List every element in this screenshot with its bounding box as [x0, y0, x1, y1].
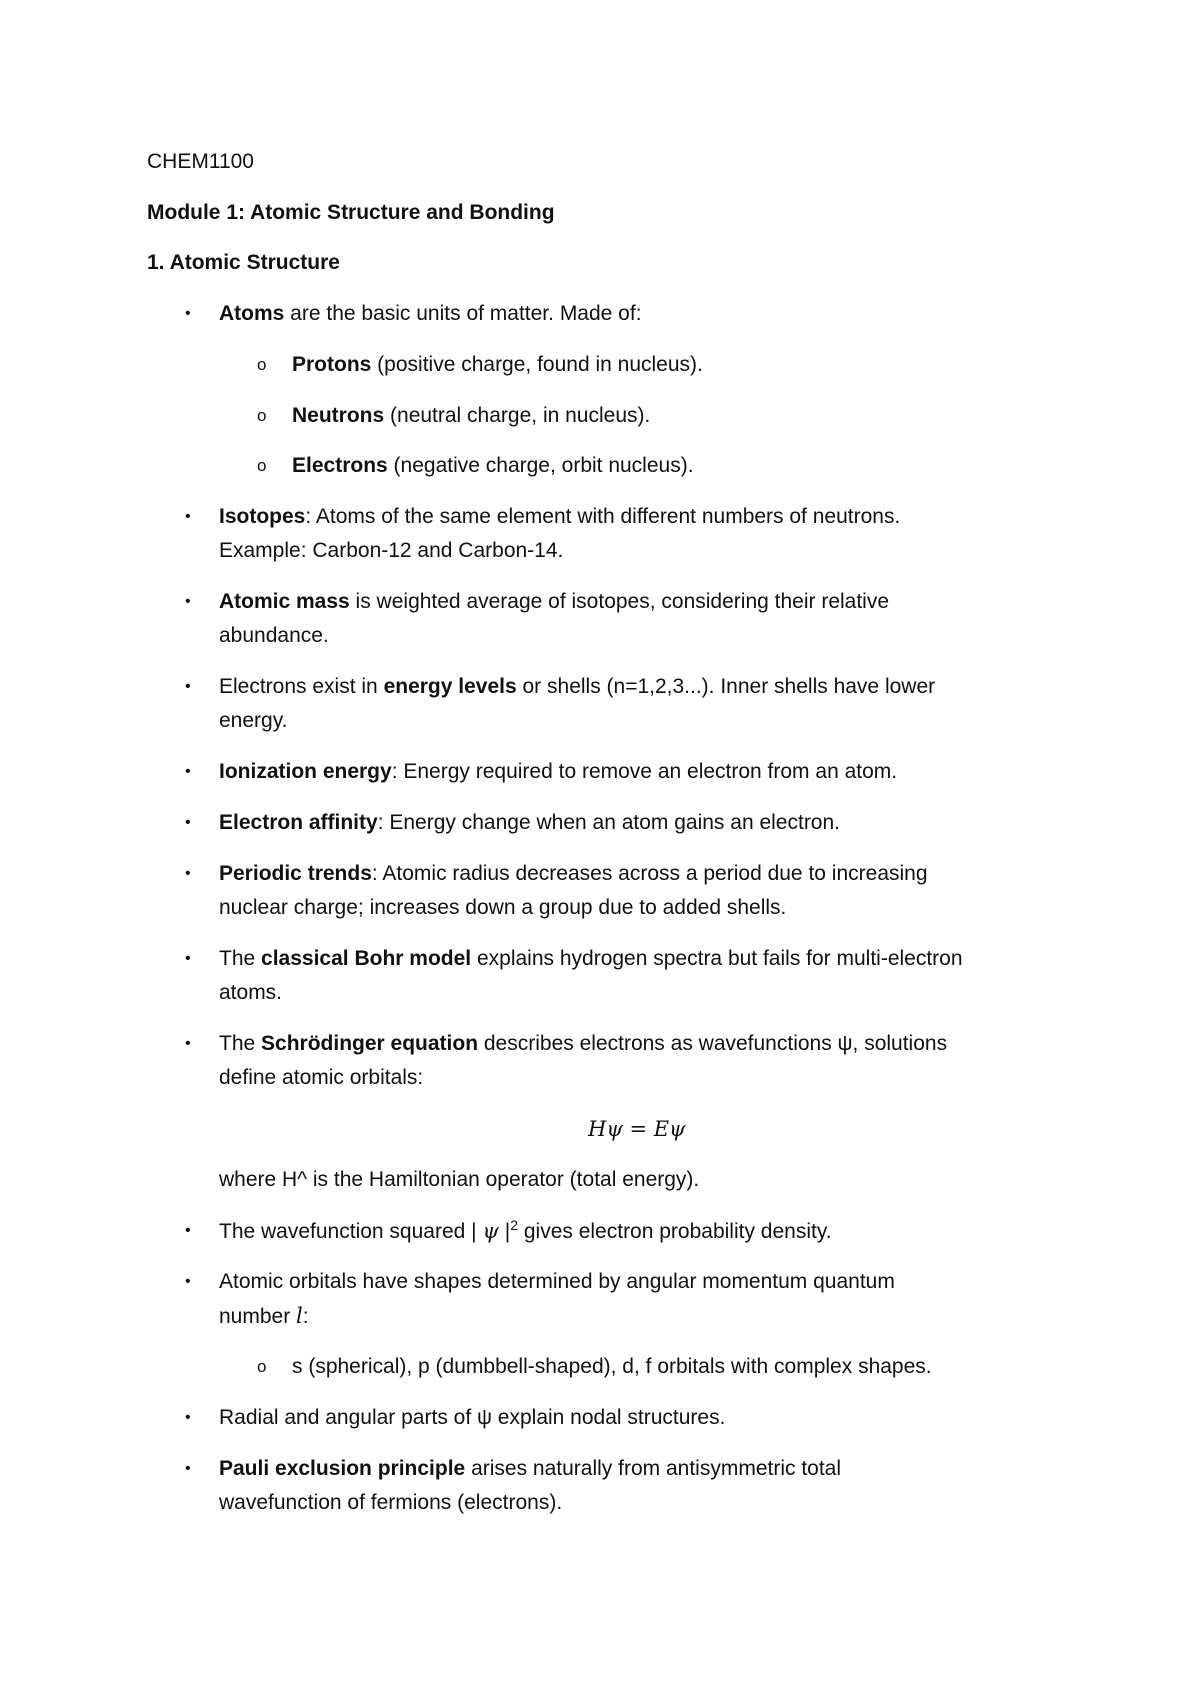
term-bohr: classical Bohr model: [261, 947, 472, 970]
text-atomic-mass: is weighted average of isotopes, considering their relative: [349, 590, 890, 613]
list-item-radial: Radial and angular parts of ψ explain nodal structures.: [219, 1406, 726, 1429]
text-schrodinger-line2: define atomic orbitals:: [219, 1066, 424, 1089]
bullet-icon: •: [185, 814, 191, 831]
text-electrons: (negative charge, orbit nucleus).: [387, 454, 694, 477]
text-periodic: : Atomic radius decreases across a period due to increasing: [371, 862, 928, 885]
bullet-icon: •: [185, 678, 191, 695]
bullet-icon: •: [185, 865, 191, 882]
list-item-ionization: [219, 759, 897, 785]
list-item-electrons: [292, 453, 694, 479]
sub-bullet-icon: o: [257, 406, 267, 425]
list-item-neutrons: [292, 403, 650, 429]
term-atoms: Atoms: [219, 302, 285, 325]
pre-bohr: The: [219, 947, 262, 970]
text-orbitals-line2: [219, 1303, 309, 1330]
pre-orbitals-line2: number: [219, 1305, 297, 1328]
list-item-pauli: [219, 1456, 841, 1482]
section-title: 1. Atomic Structure: [147, 251, 340, 274]
list-item-schrodinger: [219, 1031, 947, 1057]
bullet-icon: •: [185, 305, 191, 322]
bullet-icon: •: [185, 508, 191, 525]
term-ionization: Ionization energy: [219, 760, 392, 783]
text-affinity: : Energy change when an atom gains an electron.: [377, 811, 841, 834]
hamiltonian-note: where H^ is the Hamiltonian operator (total energy).: [219, 1168, 700, 1191]
term-atomic-mass: Atomic mass: [219, 590, 350, 613]
pre-wavefunction: The wavefunction squared |: [219, 1220, 483, 1243]
sub-bullet-icon: o: [257, 355, 267, 374]
text-pauli-line2: wavefunction of fermions (electrons).: [219, 1491, 563, 1514]
psi-symbol: ψ: [482, 1219, 499, 1243]
bullet-icon: •: [185, 950, 191, 967]
term-isotopes: Isotopes: [219, 505, 306, 528]
list-item-bohr: [219, 946, 963, 972]
text-isotopes-line2: Example: Carbon-12 and Carbon-14.: [219, 539, 564, 562]
text-bohr: explains hydrogen spectra but fails for multi-electron: [471, 947, 963, 970]
pre-schrodinger: The: [219, 1032, 262, 1055]
list-item-periodic: [219, 861, 928, 887]
sub-bullet-icon: o: [257, 456, 267, 475]
text-schrodinger: describes electrons as wavefunctions ψ, solutions: [478, 1032, 948, 1055]
text-protons: (positive charge, found in nucleus).: [371, 353, 703, 376]
schrodinger-equation: Hψ = Eψ: [588, 1117, 686, 1141]
text-energy-levels-line2: energy.: [219, 709, 288, 732]
exponent: 2: [510, 1217, 519, 1233]
list-item-atoms: [219, 301, 642, 327]
bullet-icon: •: [185, 1409, 191, 1426]
mid-wavefunction: |: [498, 1220, 511, 1243]
course-code: CHEM1100: [147, 150, 254, 173]
text-ionization: : Energy required to remove an electron from an atom.: [391, 760, 898, 783]
bullet-icon: •: [185, 1460, 191, 1477]
term-energy-levels: energy levels: [383, 675, 517, 698]
text-isotopes: : Atoms of the same element with different numbers of neutrons.: [305, 505, 901, 528]
bullet-icon: •: [185, 763, 191, 780]
list-item-orbital-shapes: s (spherical), p (dumbbell-shaped), d, f orbitals with complex shapes.: [292, 1355, 932, 1378]
bullet-icon: •: [185, 1035, 191, 1052]
list-item-energy-levels: [219, 674, 935, 700]
term-pauli: Pauli exclusion principle: [219, 1457, 466, 1480]
term-affinity: Electron affinity: [219, 811, 378, 834]
text-pauli: arises naturally from antisymmetric total: [465, 1457, 842, 1480]
term-electrons: Electrons: [292, 454, 388, 477]
bullet-icon: •: [185, 1222, 191, 1239]
text-atoms: are the basic units of matter. Made of:: [284, 302, 642, 325]
pre-energy-levels: Electrons exist in: [219, 675, 384, 698]
module-title: Module 1: Atomic Structure and Bonding: [147, 201, 555, 224]
list-item-isotopes: [219, 504, 900, 530]
sub-bullet-icon: o: [257, 1357, 267, 1376]
text-wavefunction: gives electron probability density.: [518, 1220, 832, 1243]
term-periodic: Periodic trends: [219, 862, 372, 885]
term-neutrons: Neutrons: [292, 404, 385, 427]
list-item-atomic-mass: [219, 589, 889, 615]
bullet-icon: •: [185, 593, 191, 610]
text-periodic-line2: nuclear charge; increases down a group due to added shells.: [219, 896, 787, 919]
list-item-wavefunction-squared: [219, 1218, 832, 1245]
bullet-icon: •: [185, 1273, 191, 1290]
text-bohr-line2: atoms.: [219, 981, 283, 1004]
term-protons: Protons: [292, 353, 372, 376]
list-item-orbitals: Atomic orbitals have shapes determined by angular momentum quantum: [219, 1270, 895, 1293]
text-atomic-mass-line2: abundance.: [219, 624, 329, 647]
text-neutrons: (neutral charge, in nucleus).: [384, 404, 651, 427]
term-schrodinger: Schrödinger equation: [261, 1032, 479, 1055]
list-item-affinity: [219, 810, 840, 836]
post-orbitals-line2: :: [302, 1305, 309, 1328]
l-symbol: l: [296, 1304, 303, 1328]
text-energy-levels: or shells (n=1,2,3...). Inner shells have lower: [516, 675, 936, 698]
list-item-protons: [292, 352, 703, 378]
